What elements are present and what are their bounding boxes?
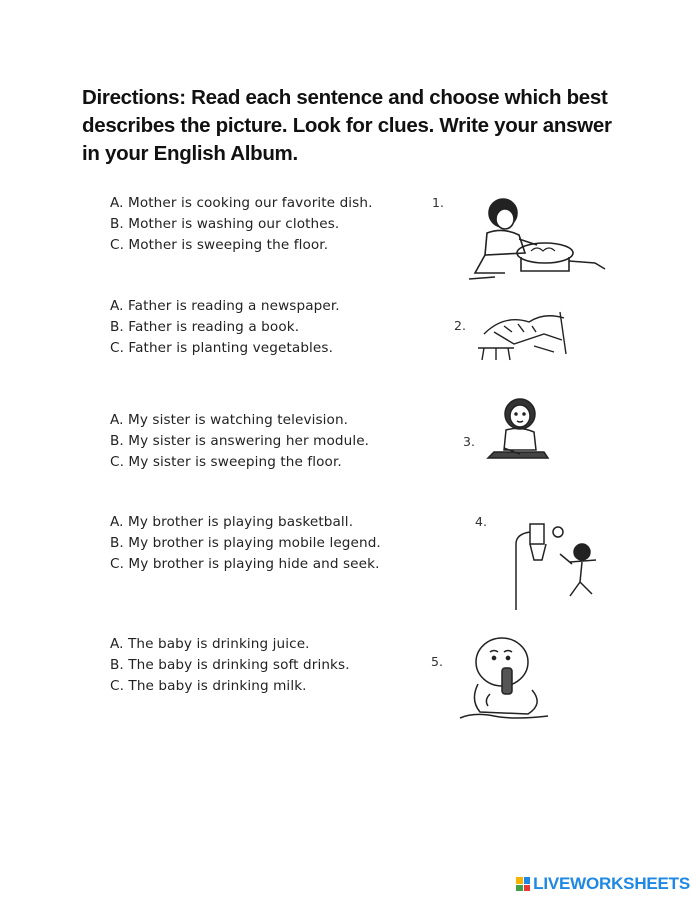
- option-c: C. Father is planting vegetables.: [110, 340, 333, 356]
- option-a: A. Father is reading a newspaper.: [110, 298, 340, 314]
- question-item-2: [0, 296, 700, 416]
- option-c: C. My brother is playing hide and seek.: [110, 556, 380, 572]
- option-a: A. My brother is playing basketball.: [110, 514, 354, 530]
- option-c: C. My sister is sweeping the floor.: [110, 454, 342, 470]
- option-b: B. Father is reading a book.: [110, 319, 300, 335]
- option-a: A. Mother is cooking our favorite dish.: [110, 195, 373, 211]
- brother-basketball-icon: [500, 520, 610, 610]
- option-b: B. Mother is washing our clothes.: [110, 216, 340, 232]
- question-number: 1.: [432, 195, 444, 210]
- baby-drinking-icon: [454, 634, 554, 724]
- question-number: 3.: [463, 434, 475, 449]
- options-list: [110, 410, 369, 473]
- options-list: [110, 296, 340, 359]
- question-number: 5.: [431, 654, 443, 669]
- options-list: [110, 634, 350, 697]
- question-number: 2.: [454, 318, 466, 333]
- options-list: [110, 512, 381, 575]
- brand-name: LIVEWORKSHEETS: [533, 874, 690, 893]
- option-a: A. My sister is watching television.: [110, 412, 349, 428]
- question-number: 4.: [475, 514, 487, 529]
- liveworksheets-logo[interactable]: [516, 874, 690, 894]
- father-reading-icon: [474, 304, 574, 364]
- option-c: C. The baby is drinking milk.: [110, 678, 307, 694]
- question-item-4: [0, 512, 700, 632]
- question-item-5: [0, 634, 700, 754]
- sister-studying-icon: [484, 398, 554, 468]
- liveworksheets-mark-icon: [516, 877, 530, 891]
- option-a: A. The baby is drinking juice.: [110, 636, 310, 652]
- directions-text: Directions: Read each sentence and choose which best describes the picture. Look for clues. Write your answer in your English Album.: [82, 86, 612, 165]
- mother-cooking-icon: [465, 193, 615, 283]
- question-item-1: [0, 193, 700, 313]
- options-list: [110, 193, 373, 256]
- option-b: B. My brother is playing mobile legend.: [110, 535, 381, 551]
- option-b: B. The baby is drinking soft drinks.: [110, 657, 350, 673]
- option-c: C. Mother is sweeping the floor.: [110, 237, 329, 253]
- option-b: B. My sister is answering her module.: [110, 433, 370, 449]
